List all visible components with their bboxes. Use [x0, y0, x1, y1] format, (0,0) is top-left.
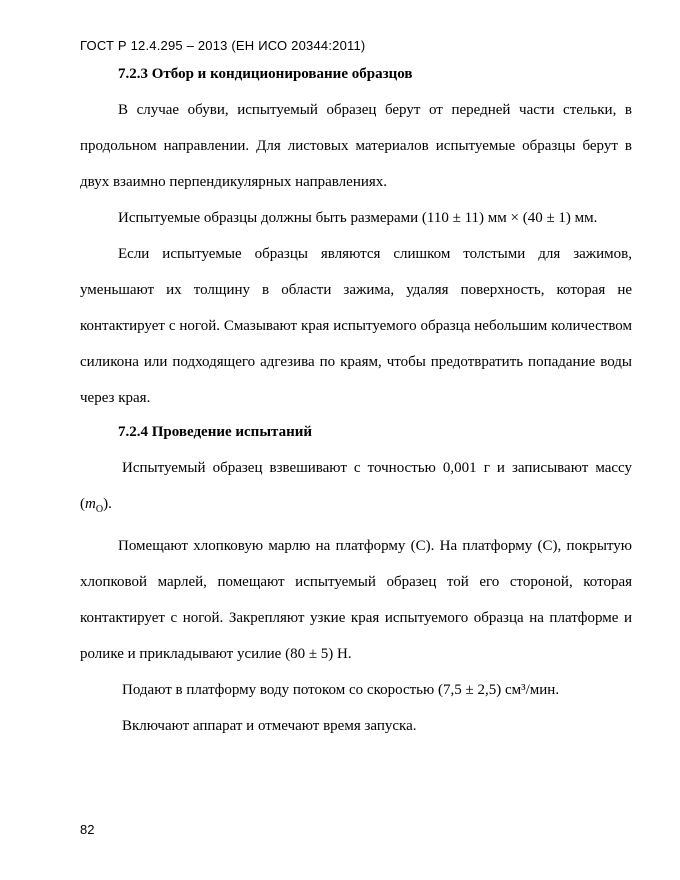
section-7-2-4: [80, 414, 632, 744]
weighing-text: Испытуемый образец взвешивают с точностью 0,001 г и записывают массу (: [80, 460, 632, 512]
page-number: 82: [80, 822, 95, 837]
document-header: ГОСТ Р 12.4.295 – 2013 (ЕН ИСО 20344:2011): [80, 38, 366, 53]
mass-variable: m: [85, 496, 96, 512]
paragraph: В случае обуви, испытуемый образец берут от передней части стельки, в продольном направлении. Для листовых материалов испытуемые образцы берут в двух взаимно перпендикулярных направлениях.: [80, 102, 632, 190]
paragraph: Включают аппарат и отмечают время запуска.: [122, 718, 417, 734]
paragraph-weighing: [80, 450, 632, 528]
section-heading: 7.2.4 Проведение испытаний: [118, 424, 313, 440]
paragraph: Подают в платформу воду потоком со скоростью (7,5 ± 2,5) см³/мин.: [122, 682, 560, 698]
section-7-2-3: [80, 56, 632, 416]
paragraph: Если испытуемые образцы являются слишком толстыми для зажимов, уменьшают их толщину в области зажима, удаляя поверхность, которая не контактирует с ногой. Смазывают края испытуемого образца небольшим количеством силикона или подходящего адгезива по краям, чтобы предотвратить попадание воды через края.: [80, 246, 632, 406]
paragraph: Помещают хлопковую марлю на платформу (С). На платформу (С), покрытую хлопковой марлей, помещают испытуемый образец той его стороной, которая контактирует с ногой. Закрепляют узкие края испытуемого образца на платформе и ролике и прикладывают усилие (80 ± 5) Н.: [80, 538, 632, 662]
weighing-tail: ).: [103, 496, 112, 512]
mass-subscript: O: [95, 504, 104, 515]
paragraph: Испытуемые образцы должны быть размерами (110 ± 11) мм × (40 ± 1) мм.: [118, 210, 598, 226]
section-heading: 7.2.3 Отбор и кондиционирование образцов: [118, 66, 413, 82]
